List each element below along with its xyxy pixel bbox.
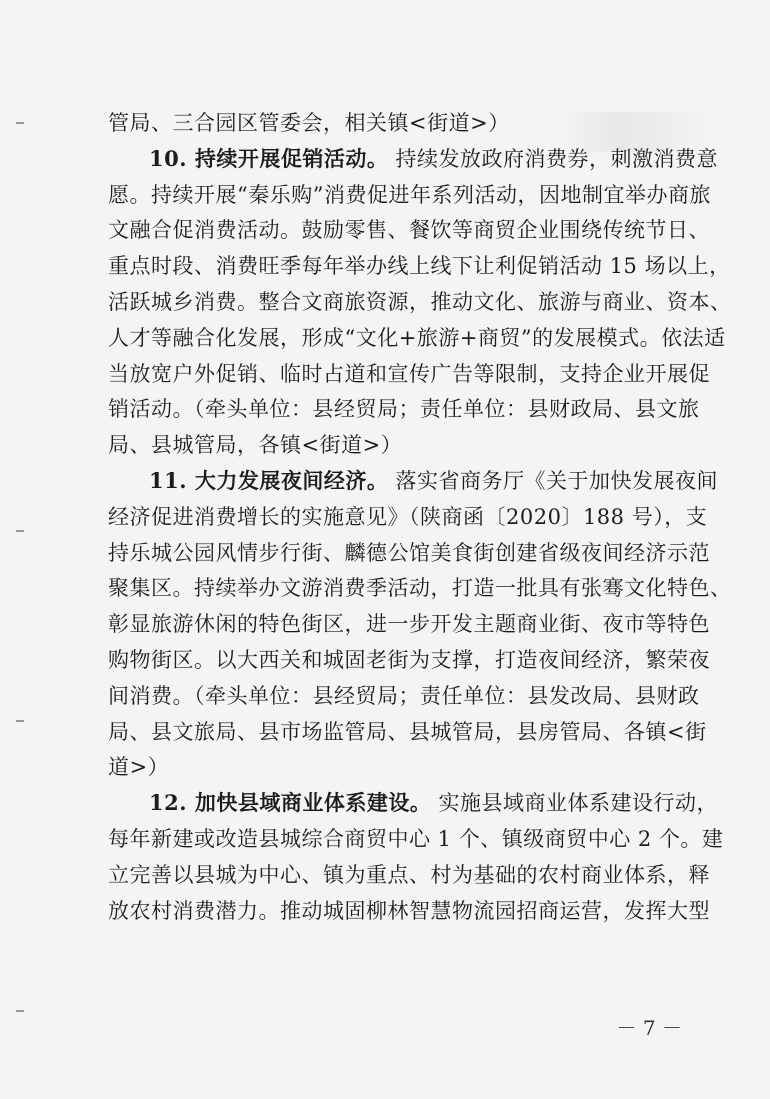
line-text: 实施县域商业体系建设行动， [431, 791, 719, 816]
text-line [108, 608, 710, 640]
punch-mark [16, 1010, 24, 1012]
text-line [108, 859, 710, 891]
line-text: 销活动。（牵头单位：县经贸局；责任单位：县财政局、县文旅 [108, 397, 700, 422]
line-text: 购物街区。以大西关和城固老街为支撑，打造夜间经济，繁荣夜 [108, 648, 710, 672]
page-number: － 7 － [616, 1016, 682, 1040]
line-text: 当放宽户外促销、临时占道和宣传广告等限制，支持企业开展促 [108, 361, 710, 386]
text-line [108, 895, 710, 927]
line-text: 重点时段、消费旺季每年举办线上线下让利促销活动 15 场以上， [108, 254, 731, 279]
line-text: 人才等融合化发展，形成“文化+旅游+商贸”的发展模式。依法适 [108, 325, 726, 350]
line-text: 落实省商务厅《关于加快发展夜间 [388, 469, 719, 493]
text-line [108, 250, 731, 282]
punch-mark [16, 530, 24, 532]
text-line [108, 286, 732, 318]
line-text: 管局、三合园区管委会，相关镇<街道>） [108, 111, 510, 135]
text-line [108, 644, 710, 676]
text-line [108, 429, 668, 461]
section-heading: 12. 加快县域商业体系建设。 [149, 790, 432, 816]
line-text: 每年新建或改造县城综合商贸中心 1 个、镇级商贸中心 2 个。建 [108, 827, 724, 851]
section-heading: 10. 持续开展促销活动。 [149, 145, 389, 171]
text-line [108, 501, 708, 533]
line-text: 持续发放政府消费券，刺激消费意 [388, 146, 719, 171]
punch-mark [16, 720, 24, 722]
line-text: 活跃城乡消费。整合文商旅资源，推动文化、旅游与商业、资本、 [108, 290, 732, 314]
line-text: 聚集区。持续举办文游消费季活动，打造一批具有张骞文化特色、 [108, 576, 732, 601]
text-line [149, 143, 719, 175]
text-line [108, 751, 668, 783]
line-text: 道>） [108, 755, 170, 780]
line-text: 经济促进消费增长的实施意见》（陕商函〔2020〕188 号），支 [108, 504, 708, 529]
line-text: 持乐城公园风情步行街、麟德公馆美食街创建省级夜间经济示范 [108, 540, 710, 565]
text-line [108, 716, 707, 748]
line-text: 局、县文旅局、县市场监管局、县城管局，县房管局、各镇<街 [108, 719, 707, 744]
line-text: 间消费。（牵头单位：县经贸局；责任单位：县发改局、县财政 [108, 683, 700, 708]
line-text: 立完善以县城为中心、镇为重点、村为基础的农村商业体系，释 [108, 862, 710, 887]
text-line [108, 107, 668, 139]
text-line [108, 179, 711, 211]
text-line [149, 787, 719, 819]
text-line [108, 823, 724, 855]
line-text: 文融合促消费活动。鼓励零售、餐饮等商贸企业围绕传统节日、 [108, 218, 710, 243]
section-heading: 11. 大力发展夜间经济。 [149, 468, 389, 493]
text-line [108, 214, 710, 246]
punch-mark [16, 122, 24, 124]
line-text: 彰显旅游休闲的特色街区，进一步开发主题商业街、夜市等特色 [108, 612, 710, 637]
text-line [149, 465, 719, 497]
text-line [108, 572, 732, 604]
text-line [108, 322, 726, 354]
line-text: 放农村消费潜力。推动城固柳林智慧物流园招商运营，发挥大型 [108, 898, 710, 923]
line-text: 愿。持续开展“秦乐购”消费促进年系列活动，因地制宜举办商旅 [108, 182, 711, 207]
text-line [108, 537, 710, 569]
line-text: 局、县城管局，各镇<街道>） [108, 433, 403, 458]
text-line [108, 393, 700, 425]
text-line [108, 358, 710, 390]
text-line [108, 680, 700, 712]
